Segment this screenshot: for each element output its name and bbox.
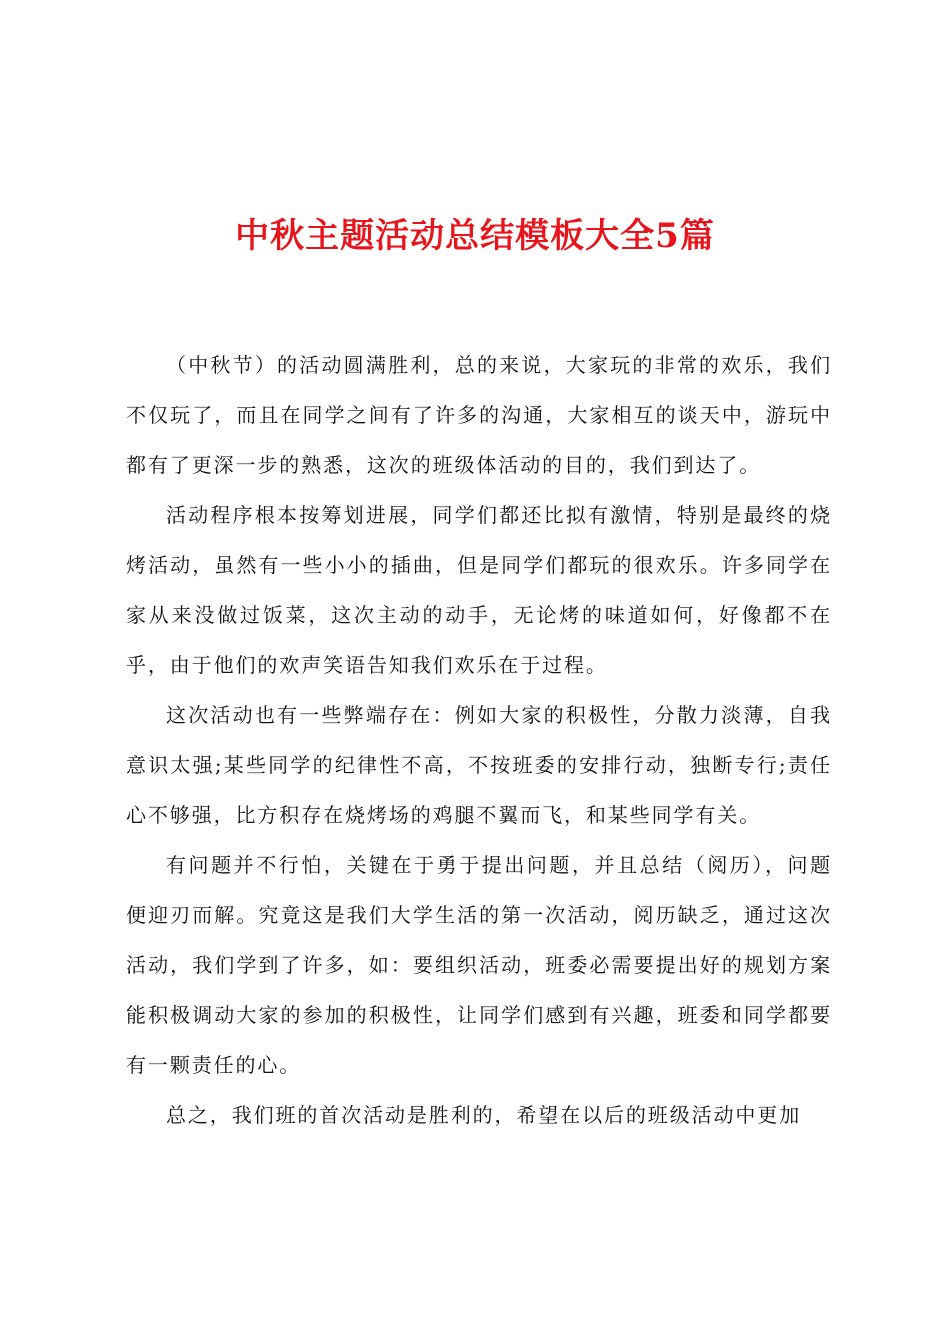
paragraph-4: 有问题并不行怕，关键在于勇于提出问题，并且总结（阅历），问题便迎刃而解。究竟这是我们大学生活的第一次活动，阅历缺乏，通过这次活动，我们学到了许多，如：要组织活动，班委必需要提出好的规划方案能积极调动大家的参加的积极性，让同学们感到有兴趣，班委和同学都要有一颗责任的心。	[126, 853, 832, 1077]
paragraph-2: 活动程序根本按筹划进展，同学们都还比拟有激情，特别是最终的烧烤活动，虽然有一些小小的插曲，但是同学们都玩的很欢乐。许多同学在家从来没做过饭菜，这次主动的动手，无论烤的味道如何，好像都不在乎，由于他们的欢声笑语告知我们欢乐在于过程。	[126, 503, 832, 677]
document-body	[126, 340, 832, 1140]
paragraph-1: （中秋节）的活动圆满胜利，总的来说，大家玩的非常的欢乐，我们不仅玩了，而且在同学之间有了许多的沟通，大家相互的谈天中，游玩中都有了更深一步的熟悉，这次的班级体活动的目的，我们到达了。	[126, 353, 832, 477]
paragraph-5: 总之，我们班的首次活动是胜利的，希望在以后的班级活动中更加	[166, 1103, 802, 1127]
paragraph-3: 这次活动也有一些弊端存在：例如大家的积极性，分散力淡薄，自我意识太强;某些同学的纪律性不高，不按班委的安排行动，独断专行;责任心不够强，比方积存在烧烤场的鸡腿不翼而飞，和某些同学有关。	[126, 703, 832, 827]
document-title: 中秋主题活动总结模板大全5篇	[235, 216, 715, 256]
